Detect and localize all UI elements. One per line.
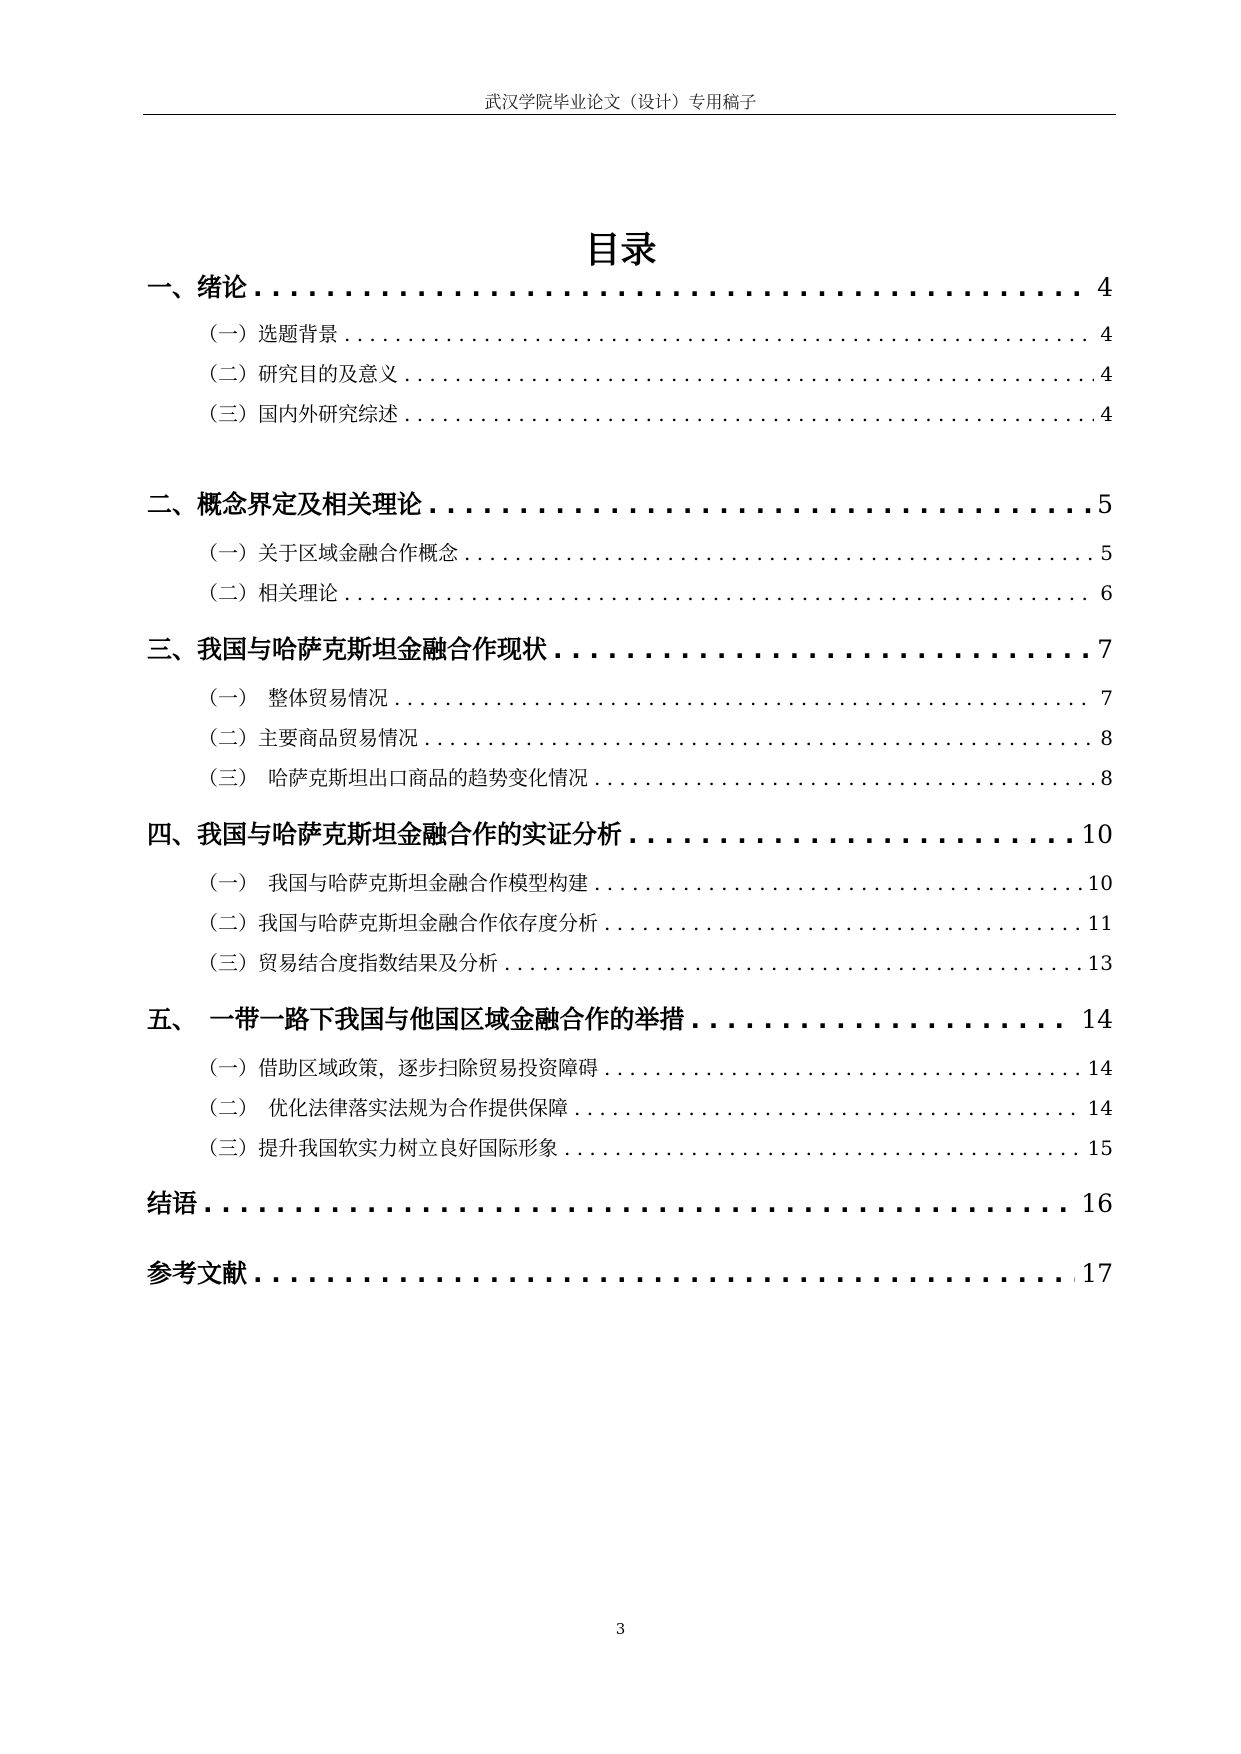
toc-entry[interactable] — [198, 537, 1113, 566]
toc-entry-label: （一） 我国与哈萨克斯坦金融合作模型构建 — [198, 871, 588, 895]
toc-entry-page: 4 — [1097, 273, 1113, 302]
toc-entry[interactable] — [147, 815, 1113, 851]
page-number: 3 — [615, 1620, 626, 1638]
toc-entry[interactable] — [198, 358, 1113, 387]
toc-leader-dots — [464, 541, 1094, 565]
toc-title: 目录 — [584, 230, 657, 271]
toc-entry[interactable] — [147, 1000, 1113, 1036]
toc-entry-label: （二）相关理论 — [198, 581, 338, 605]
toc-entry-label: （二）我国与哈萨克斯坦金融合作依存度分析 — [198, 911, 598, 935]
toc-leader-dots — [424, 726, 1094, 750]
toc-entry-page: 13 — [1087, 951, 1113, 975]
toc-entry-page: 14 — [1087, 1056, 1113, 1080]
toc-entry-page: 10 — [1081, 820, 1113, 849]
toc-leader-dots — [504, 951, 1082, 975]
toc-leader-dots — [691, 1005, 1076, 1034]
toc-entry-label: 一、绪论 — [147, 273, 248, 302]
toc-entry-label: （二） 优化法律落实法规为合作提供保障 — [198, 1096, 568, 1120]
toc-entry-label: 四、我国与哈萨克斯坦金融合作的实证分析 — [147, 820, 623, 849]
toc-entry-label: （二）研究目的及意义 — [198, 362, 398, 386]
toc-entry-label: 结语 — [147, 1189, 198, 1218]
toc-entry-label: 参考文献 — [147, 1259, 248, 1288]
toc-leader-dots — [344, 322, 1094, 346]
toc-leader-dots — [604, 911, 1082, 935]
toc-entry[interactable] — [198, 762, 1113, 791]
toc-entry-page: 7 — [1097, 635, 1113, 664]
toc-entry-label: （一）选题背景 — [198, 322, 338, 346]
toc-leader-dots — [394, 686, 1094, 710]
toc-entry[interactable] — [147, 268, 1113, 304]
toc-leader-dots — [253, 1259, 1075, 1288]
toc-entry-page: 17 — [1081, 1259, 1113, 1288]
toc-entry-page: 4 — [1100, 402, 1113, 426]
toc-leader-dots — [404, 362, 1094, 386]
toc-entry[interactable] — [198, 947, 1113, 976]
toc-leader-dots — [594, 766, 1094, 790]
toc-entry[interactable] — [198, 682, 1113, 711]
toc-entry-label: （三）国内外研究综述 — [198, 402, 398, 426]
toc-leader-dots — [404, 402, 1094, 426]
toc-entry-label: （一） 整体贸易情况 — [198, 686, 388, 710]
running-header: 武汉学院毕业论文（设计）专用稿子 — [484, 93, 757, 113]
toc-leader-dots — [604, 1056, 1082, 1080]
toc-entry-page: 14 — [1081, 1005, 1113, 1034]
toc-leader-dots — [553, 635, 1091, 664]
toc-entry[interactable] — [198, 1052, 1113, 1081]
toc-leader-dots — [428, 490, 1091, 519]
toc-entry[interactable] — [198, 1132, 1113, 1161]
toc-entry[interactable] — [198, 907, 1113, 936]
toc-entry[interactable] — [147, 1254, 1113, 1290]
toc-leader-dots — [203, 1189, 1075, 1218]
toc-entry-label: （三）贸易结合度指数结果及分析 — [198, 951, 498, 975]
toc-entry-page: 15 — [1087, 1136, 1113, 1160]
toc-leader-dots — [574, 1096, 1082, 1120]
toc-entry-label: 二、概念界定及相关理论 — [147, 490, 423, 519]
toc-entry-page: 5 — [1097, 490, 1113, 519]
toc-entry-page: 7 — [1100, 686, 1113, 710]
toc-entry-page: 8 — [1100, 766, 1113, 790]
toc-entry-label: 三、我国与哈萨克斯坦金融合作现状 — [147, 635, 548, 664]
toc-leader-dots — [344, 581, 1094, 605]
toc-leader-dots — [594, 871, 1082, 895]
toc-entry[interactable] — [147, 630, 1113, 666]
toc-entry[interactable] — [198, 722, 1113, 751]
toc-entry-page: 5 — [1100, 541, 1113, 565]
toc-entry-label: （三） 哈萨克斯坦出口商品的趋势变化情况 — [198, 766, 588, 790]
toc-entry-page: 6 — [1100, 581, 1113, 605]
toc-leader-dots — [253, 273, 1091, 302]
toc-entry[interactable] — [198, 318, 1113, 347]
toc-entry[interactable] — [198, 867, 1113, 896]
toc-leader-dots — [628, 820, 1075, 849]
toc-entry[interactable] — [198, 398, 1113, 427]
toc-entry[interactable] — [147, 1184, 1113, 1220]
toc-entry[interactable] — [198, 1092, 1113, 1121]
toc-entry-page: 4 — [1100, 322, 1113, 346]
toc-entry-label: （一）借助区域政策，逐步扫除贸易投资障碍 — [198, 1056, 598, 1080]
toc-entry[interactable] — [147, 485, 1113, 521]
toc-entry-page: 14 — [1087, 1096, 1113, 1120]
toc-entry-page: 16 — [1081, 1189, 1113, 1218]
toc-entry-page: 11 — [1087, 911, 1113, 935]
toc-entry-page: 4 — [1100, 362, 1113, 386]
toc-entry[interactable] — [198, 577, 1113, 606]
toc-entry-label: 五、 一带一路下我国与他国区域金融合作的举措 — [147, 1005, 685, 1034]
toc-entry-page: 8 — [1100, 726, 1113, 750]
toc-entry-label: （二）主要商品贸易情况 — [198, 726, 418, 750]
toc-entry-label: （三）提升我国软实力树立良好国际形象 — [198, 1136, 558, 1160]
toc-leader-dots — [564, 1136, 1082, 1160]
toc-entry-page: 10 — [1087, 871, 1113, 895]
toc-entry-label: （一）关于区域金融合作概念 — [198, 541, 458, 565]
